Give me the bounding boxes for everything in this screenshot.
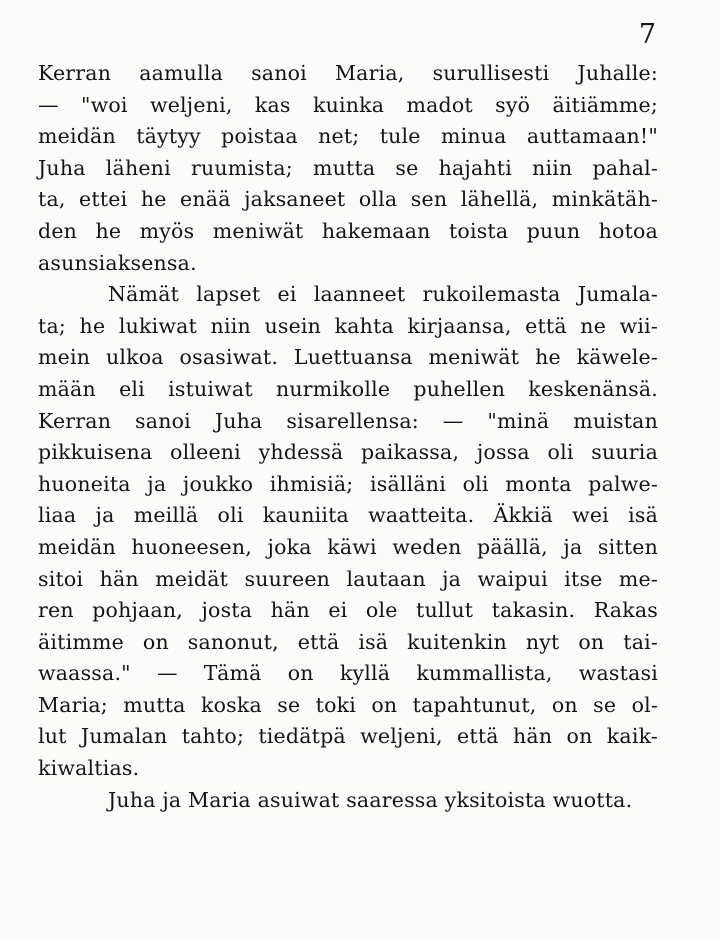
text-line: ta, ettei he enää jaksaneet olla sen lähellä, minkätäh- bbox=[38, 187, 658, 212]
text-line: huoneita ja joukko ihmisiä; isälläni oli monta palwe- bbox=[38, 471, 658, 496]
text-line: pikkuisena olleeni yhdessä paikassa, jossa oli suuria bbox=[38, 440, 658, 465]
text-line: sitoi hän meidät suureen lautaan ja waipui itse me- bbox=[38, 566, 658, 591]
text-line: mään eli istuiwat nurmikolle puhellen keskenänsä. bbox=[38, 376, 658, 401]
page-number: 7 bbox=[638, 19, 656, 50]
text-line: kiwaltias. bbox=[38, 756, 140, 781]
text-line: — "woi weljeni, kas kuinka madot syö äitiämme; bbox=[38, 92, 658, 117]
text-line: Juha ja Maria asuiwat saaressa yksitoista wuotta. bbox=[108, 787, 633, 812]
body-text bbox=[38, 58, 658, 816]
text-line: Juha läheni ruumista; mutta se hajahti niin pahal- bbox=[38, 155, 658, 180]
text-line: meidän täytyy poistaa net; tule minua auttamaan!" bbox=[38, 124, 658, 149]
text-line: mein ulkoa osasiwat. Luettuansa meniwät he käwele- bbox=[38, 345, 658, 370]
text-line: liaa ja meillä oli kauniita waatteita. Äkkiä wei isä bbox=[38, 503, 658, 528]
text-line: waassa." — Tämä on kyllä kummallista, wastasi bbox=[38, 661, 658, 686]
text-line: Kerran sanoi Juha sisarellensa: — "minä muistan bbox=[38, 408, 658, 433]
text-line: asunsiaksensa. bbox=[38, 250, 197, 275]
text-line: ta; he lukiwat niin usein kahta kirjaansa, että ne wii- bbox=[38, 313, 658, 338]
text-line: ren pohjaan, josta hän ei ole tullut takasin. Rakas bbox=[38, 598, 658, 623]
text-line: meidän huoneesen, joka käwi weden päällä, ja sitten bbox=[38, 534, 658, 559]
text-line: den he myös meniwät hakemaan toista puun hotoa bbox=[38, 218, 658, 243]
text-line: äitimme on sanonut, että isä kuitenkin nyt on tai- bbox=[38, 629, 658, 654]
text-line: Nämät lapset ei laanneet rukoilemasta Jumala- bbox=[108, 282, 658, 307]
text-line: lut Jumalan tahto; tiedätpä weljeni, että hän on kaik- bbox=[38, 724, 658, 749]
text-line: Maria; mutta koska se toki on tapahtunut, on se ol- bbox=[38, 692, 658, 717]
text-line: Kerran aamulla sanoi Maria, surullisesti Juhalle: bbox=[38, 61, 658, 85]
